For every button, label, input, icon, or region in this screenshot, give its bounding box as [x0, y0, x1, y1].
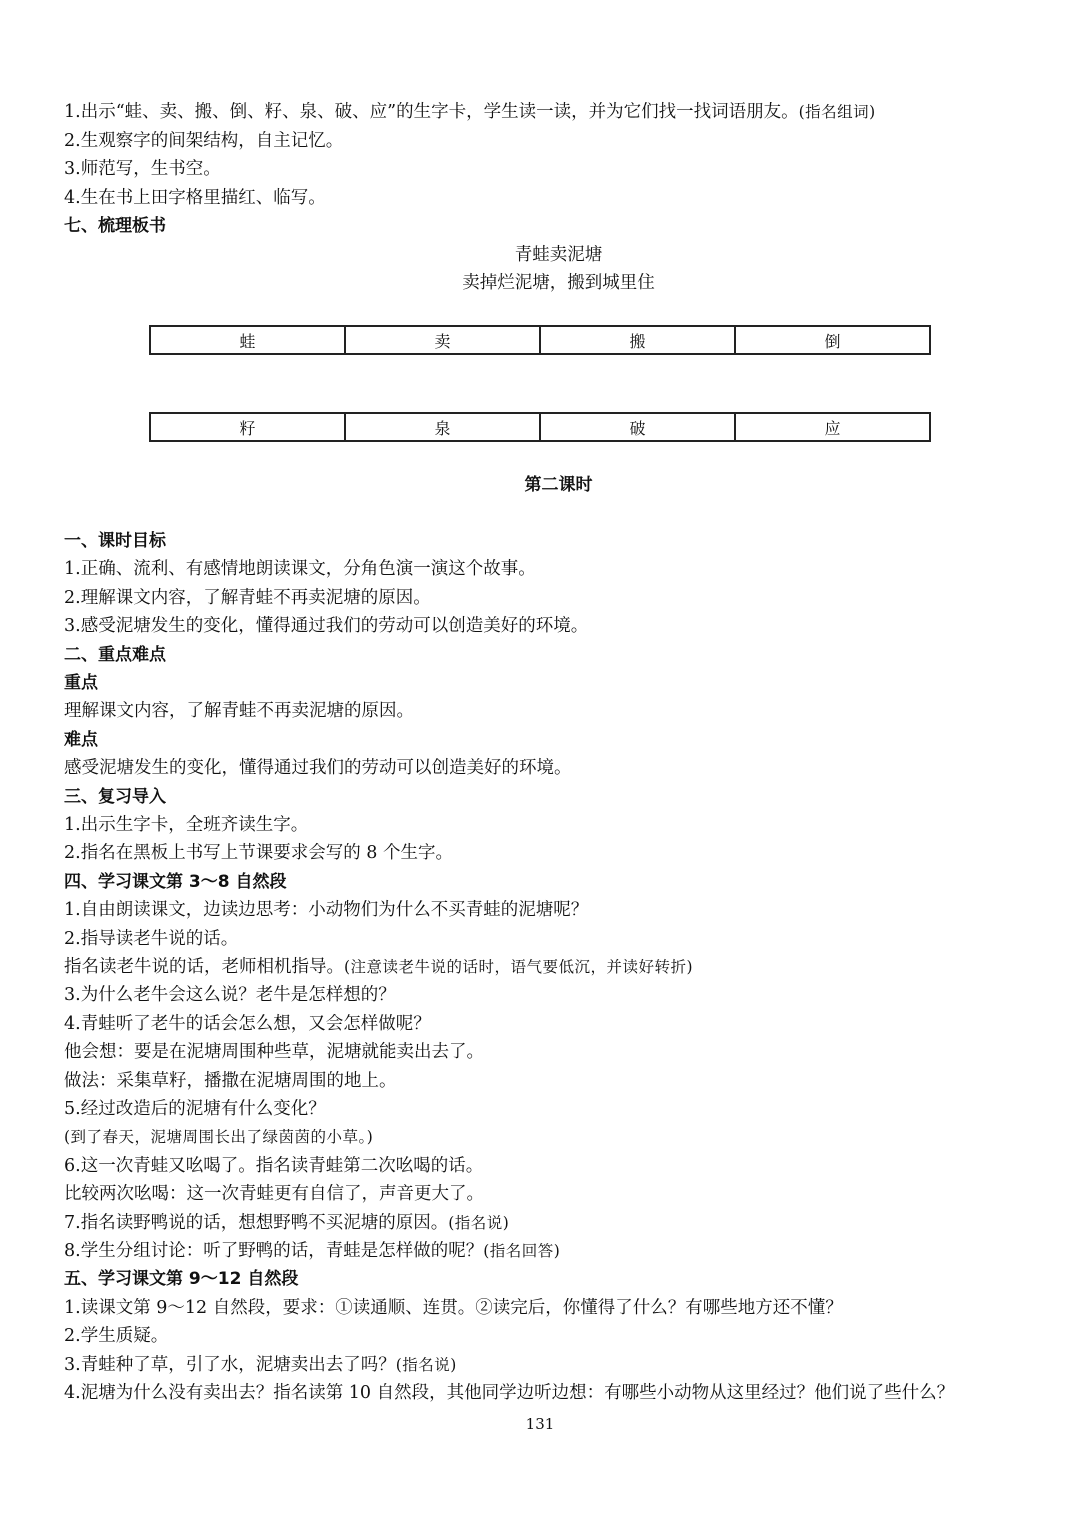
line-text: 5.经过改造后的泥塘有什么变化？ — [64, 1099, 326, 1119]
line-text: 7.指名读野鸭说的话，想想野鸭不买泥塘的原因。 — [64, 1212, 449, 1233]
body-line — [64, 1237, 560, 1265]
body-line — [64, 896, 588, 924]
line-text: 1.自由朗读课文，边读边思考：小动物们为什么不买青蛙的泥塘呢？ — [64, 900, 589, 921]
page-number: 131 — [525, 1415, 555, 1433]
board-cell: 泉 — [345, 413, 540, 441]
body-line — [64, 1038, 484, 1066]
body-line — [64, 612, 588, 640]
line-note: (指名说) — [448, 1213, 510, 1232]
intro-line: 2.生观察字的间架结构，自主记忆。 — [64, 131, 344, 151]
body-line — [64, 1067, 397, 1095]
body-line — [64, 839, 453, 867]
body-line — [64, 811, 308, 839]
body-line — [64, 925, 238, 953]
line-text: 2.指导读老牛说的话。 — [64, 928, 239, 949]
section-heading — [64, 868, 287, 896]
body-line — [64, 1152, 483, 1180]
board-title: 青蛙卖泥塘 — [514, 245, 603, 265]
body-line — [64, 697, 414, 725]
board-cell: 蛙 — [150, 326, 345, 354]
board-cell: 破 — [540, 413, 735, 441]
body-line — [64, 981, 396, 1009]
line-text: 6.这一次青蛙又吆喝了。指名读青蛙第二次吆喝的话。 — [64, 1155, 484, 1176]
section-heading — [64, 527, 166, 555]
board-cell: 籽 — [150, 413, 345, 441]
body-line — [64, 1322, 168, 1350]
line-note: (指名说) — [395, 1355, 457, 1374]
intro-line: 1.出示“蛙、卖、搬、倒、籽、泉、破、应”的生字卡，学生读一读，并为它们找一找词语朋友。(指名组词) — [64, 102, 876, 122]
line-text: 8.学生分组讨论：听了野鸭的话，青蛙是怎样做的呢？ — [64, 1241, 484, 1261]
body-line — [64, 953, 693, 981]
section-heading — [64, 669, 98, 697]
body-line — [64, 1294, 843, 1322]
line-text: 1.读课文第 9～12 自然段，要求：①读通顺、连贯。②读完后，你懂得了什么？有哪些地方还不懂？ — [64, 1297, 843, 1318]
line-note: (注意读老牛说的话时，语气要低沉，并读好转折) — [344, 958, 694, 976]
body-line — [64, 1180, 484, 1208]
line-text: 难点 — [64, 729, 98, 750]
line-text: 一、课时目标 — [64, 531, 166, 551]
line-text: 3.青蛙种了草，引了水，泥塘卖出去了吗？ — [64, 1354, 396, 1375]
line-note: (指名回答) — [483, 1242, 561, 1260]
board-table-row1 — [149, 325, 931, 355]
body-line — [64, 1123, 373, 1151]
line-text: 重点 — [64, 673, 98, 693]
line-text: 4.泥塘为什么没有卖出去？指名读第 10 自然段，其他同学边听边想：有哪些小动物从这里经过？他们说了些什么？ — [64, 1383, 955, 1403]
line-text: 比较两次吆喝：这一次青蛙更有自信了，声音更大了。 — [64, 1184, 484, 1205]
line-text: 3.为什么老牛会这么说？老牛是怎样想的？ — [64, 985, 396, 1006]
line-text: 他会想：要是在泥塘周围种些草，泥塘就能卖出去了。 — [64, 1042, 484, 1063]
line-text: 五、学习课文第 9～12 自然段 — [64, 1269, 299, 1290]
line-text: 1.出示生字卡，全班齐读生字。 — [64, 815, 309, 835]
line-text: 二、重点难点 — [64, 644, 166, 665]
body-line — [64, 1379, 954, 1407]
section-heading: 七、梳理板书 — [64, 216, 166, 236]
board-cell: 卖 — [345, 326, 540, 354]
body-line — [64, 584, 431, 612]
body-line — [64, 555, 536, 583]
section-heading — [64, 783, 166, 811]
board-cell: 应 — [735, 413, 930, 441]
line-note: (到了春天，泥塘周围长出了绿茵茵的小草。) — [64, 1128, 374, 1147]
line-text: 三、复习导入 — [64, 786, 166, 807]
line-text: 1.正确、流利、有感情地朗读课文，分角色演一演这个故事。 — [64, 559, 536, 580]
intro-line: 4.生在书上田字格里描红、临写。 — [64, 188, 326, 208]
line-text: 四、学习课文第 3～8 自然段 — [64, 871, 287, 892]
lesson-title: 第二课时 — [524, 475, 593, 495]
line-text: 2.理解课文内容，了解青蛙不再卖泥塘的原因。 — [64, 587, 431, 608]
line-text: 3.感受泥塘发生的变化，懂得通过我们的劳动可以创造美好的环境。 — [64, 616, 589, 637]
line-text: 感受泥塘发生的变化，懂得通过我们的劳动可以创造美好的环境。 — [64, 758, 572, 779]
board-table-row2 — [149, 412, 931, 442]
line-text: 2.学生质疑。 — [64, 1326, 169, 1347]
board-subtitle: 卖掉烂泥塘，搬到城里住 — [462, 273, 655, 293]
board-cell: 搬 — [540, 326, 735, 354]
body-line — [64, 1095, 326, 1123]
body-line — [64, 1351, 457, 1379]
body-line — [64, 1010, 431, 1038]
line-text: 指名读老牛说的话，老师相机指导。 — [64, 957, 344, 977]
line-text: 4.青蛙听了老牛的话会怎么想，又会怎样做呢？ — [64, 1013, 431, 1034]
body-line — [64, 1209, 509, 1237]
board-cell: 倒 — [735, 326, 930, 354]
intro-line: 3.师范写，生书空。 — [64, 159, 221, 179]
section-heading — [64, 1265, 298, 1293]
body-line — [64, 754, 572, 782]
line-text: 做法：采集草籽，播撒在泥塘周围的地上。 — [64, 1070, 397, 1091]
section-heading — [64, 726, 98, 754]
section-heading — [64, 641, 166, 669]
line-text: 理解课文内容，了解青蛙不再卖泥塘的原因。 — [64, 701, 414, 722]
line-text: 2.指名在黑板上书写上节课要求会写的 8 个生字。 — [64, 843, 453, 864]
